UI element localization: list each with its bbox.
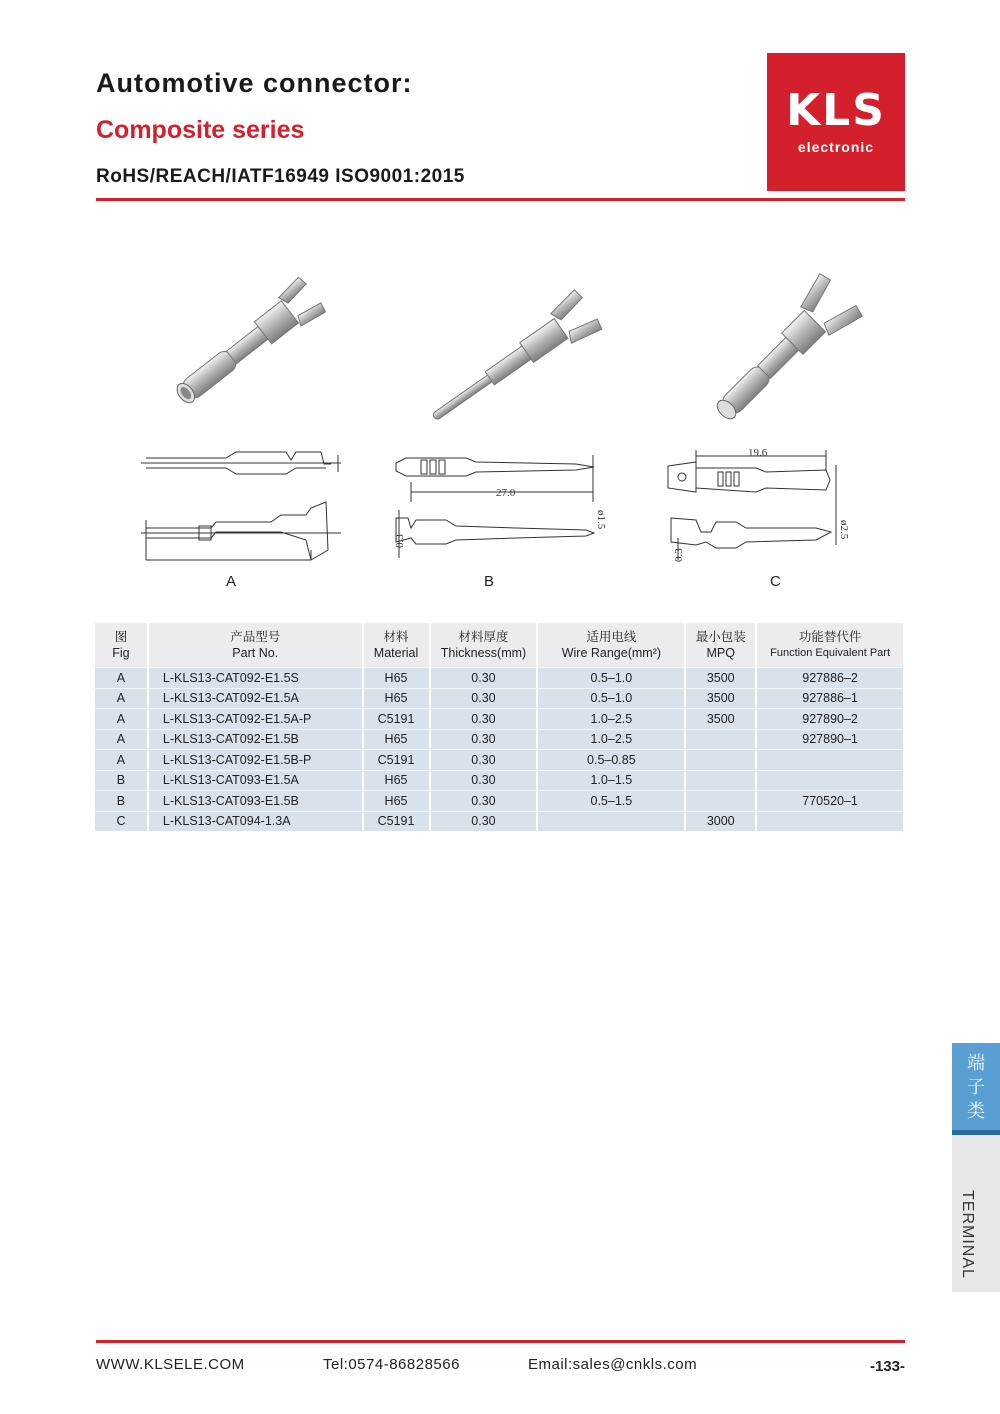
cell-equivalent <box>756 811 904 831</box>
cell-thickness: 0.30 <box>430 729 538 750</box>
figure-label-b: B <box>484 573 495 590</box>
header-part-no: 产品型号 Part No. <box>148 623 363 668</box>
page-title: Automotive connector: <box>96 68 413 98</box>
table-row <box>95 668 904 689</box>
cell-wire: 1.0–2.5 <box>537 729 685 750</box>
cell-mpq: 3500 <box>685 668 756 689</box>
cell-fig: A <box>95 729 148 750</box>
cell-fig: C <box>95 811 148 831</box>
table-row <box>95 770 904 791</box>
cell-part-no: L-KLS13-CAT092-E1.5A-P <box>148 709 363 730</box>
terminal-b-drawing <box>396 455 594 558</box>
cell-material: H65 <box>363 688 430 709</box>
table-row <box>95 709 904 730</box>
cell-part-no: L-KLS13-CAT093-E1.5B <box>148 791 363 812</box>
cell-equivalent <box>756 770 904 791</box>
cell-part-no: L-KLS13-CAT092-E1.5B <box>148 729 363 750</box>
cell-thickness: 0.30 <box>430 811 538 831</box>
header-mpq: 最小包装 MPQ <box>685 623 756 668</box>
dim-b-length: 27.0 <box>496 487 516 499</box>
logo-mark: KLS <box>786 85 886 136</box>
drawings-svg <box>96 270 905 600</box>
side-tab-terminal: TERMINAL <box>959 1190 976 1279</box>
side-tab-char: 子 <box>967 1076 985 1097</box>
terminal-a-drawing <box>141 452 341 560</box>
header-wire-range: 适用电线 Wire Range(mm²) <box>537 623 685 668</box>
terminal-c-photo <box>700 272 864 436</box>
cell-part-no: L-KLS13-CAT092-E1.5B-P <box>148 750 363 771</box>
cell-part-no: L-KLS13-CAT093-E1.5A <box>148 770 363 791</box>
cell-thickness: 0.30 <box>430 770 538 791</box>
series-subtitle: Composite series <box>96 116 305 144</box>
cell-fig: B <box>95 791 148 812</box>
cell-mpq: 3500 <box>685 709 756 730</box>
spec-table <box>95 623 905 831</box>
cell-wire: 0.5–1.5 <box>537 791 685 812</box>
cell-part-no: L-KLS13-CAT094-1.3A <box>148 811 363 831</box>
cell-equivalent: 927886–1 <box>756 688 904 709</box>
table-header-row <box>95 623 904 668</box>
cell-wire: 0.5–1.0 <box>537 668 685 689</box>
cell-material: C5191 <box>363 811 430 831</box>
cell-material: H65 <box>363 791 430 812</box>
side-tab-char: 端 <box>967 1052 985 1073</box>
cell-material: H65 <box>363 668 430 689</box>
cell-fig: A <box>95 688 148 709</box>
figure-label-a: A <box>226 573 237 590</box>
cell-fig: A <box>95 750 148 771</box>
header-divider <box>96 198 905 201</box>
cell-mpq <box>685 750 756 771</box>
dim-b-thickness: 0.3 <box>394 534 406 548</box>
cell-material: H65 <box>363 770 430 791</box>
header-thickness: 材料厚度 Thickness(mm) <box>430 623 538 668</box>
cell-material: C5191 <box>363 750 430 771</box>
header-equivalent: 功能替代件 Function Equivalent Part <box>756 623 904 668</box>
cell-wire: 1.0–2.5 <box>537 709 685 730</box>
terminal-c-drawing <box>668 450 836 560</box>
cell-wire: 0.5–0.85 <box>537 750 685 771</box>
side-tab-category <box>952 1043 1000 1130</box>
table-row <box>95 688 904 709</box>
certifications-line: RoHS/REACH/IATF16949 ISO9001:2015 <box>96 166 465 187</box>
cell-thickness: 0.30 <box>430 791 538 812</box>
cell-fig: A <box>95 668 148 689</box>
header-fig: 图 Fig <box>95 623 148 668</box>
cell-equivalent: 927886–2 <box>756 668 904 689</box>
cell-part-no: L-KLS13-CAT092-E1.5S <box>148 668 363 689</box>
dim-b-diameter: ø1.5 <box>595 510 607 530</box>
cell-thickness: 0.30 <box>430 709 538 730</box>
dim-c-diameter: ø2.5 <box>838 520 850 540</box>
logo-text: electronic <box>797 139 875 155</box>
header-material: 材料 Material <box>363 623 430 668</box>
cell-wire: 0.5–1.0 <box>537 688 685 709</box>
dim-c-length: 19.6 <box>748 447 768 459</box>
table-row <box>95 729 904 750</box>
product-drawings <box>96 270 905 600</box>
cell-equivalent: 927890–1 <box>756 729 904 750</box>
table-row <box>95 791 904 812</box>
cell-mpq <box>685 791 756 812</box>
cell-equivalent: 927890–2 <box>756 709 904 730</box>
cell-wire <box>537 811 685 831</box>
cell-fig: A <box>95 709 148 730</box>
cell-mpq: 3500 <box>685 688 756 709</box>
terminal-b-photo <box>420 289 603 437</box>
cell-thickness: 0.30 <box>430 750 538 771</box>
table-row <box>95 750 904 771</box>
footer-divider <box>96 1340 905 1343</box>
cell-mpq: 3000 <box>685 811 756 831</box>
terminal-a-photo <box>167 276 327 415</box>
cell-part-no: L-KLS13-CAT092-E1.5A <box>148 688 363 709</box>
cell-material: H65 <box>363 729 430 750</box>
dim-c-thickness: 0.3 <box>673 548 685 562</box>
cell-fig: B <box>95 770 148 791</box>
footer-tel: Tel:0574-86828566 <box>323 1356 460 1373</box>
cell-thickness: 0.30 <box>430 668 538 689</box>
cell-material: C5191 <box>363 709 430 730</box>
cell-equivalent <box>756 750 904 771</box>
kls-logo <box>767 53 905 191</box>
cell-mpq <box>685 729 756 750</box>
figure-label-c: C <box>770 573 781 590</box>
cell-thickness: 0.30 <box>430 688 538 709</box>
footer-website: WWW.KLSELE.COM <box>96 1356 245 1373</box>
side-tab-char: 类 <box>967 1100 985 1121</box>
table-row <box>95 811 904 831</box>
cell-mpq <box>685 770 756 791</box>
cell-equivalent: 770520–1 <box>756 791 904 812</box>
page-number: -133- <box>869 1358 905 1375</box>
cell-wire: 1.0–1.5 <box>537 770 685 791</box>
footer-email: Email:sales@cnkls.com <box>528 1356 698 1373</box>
